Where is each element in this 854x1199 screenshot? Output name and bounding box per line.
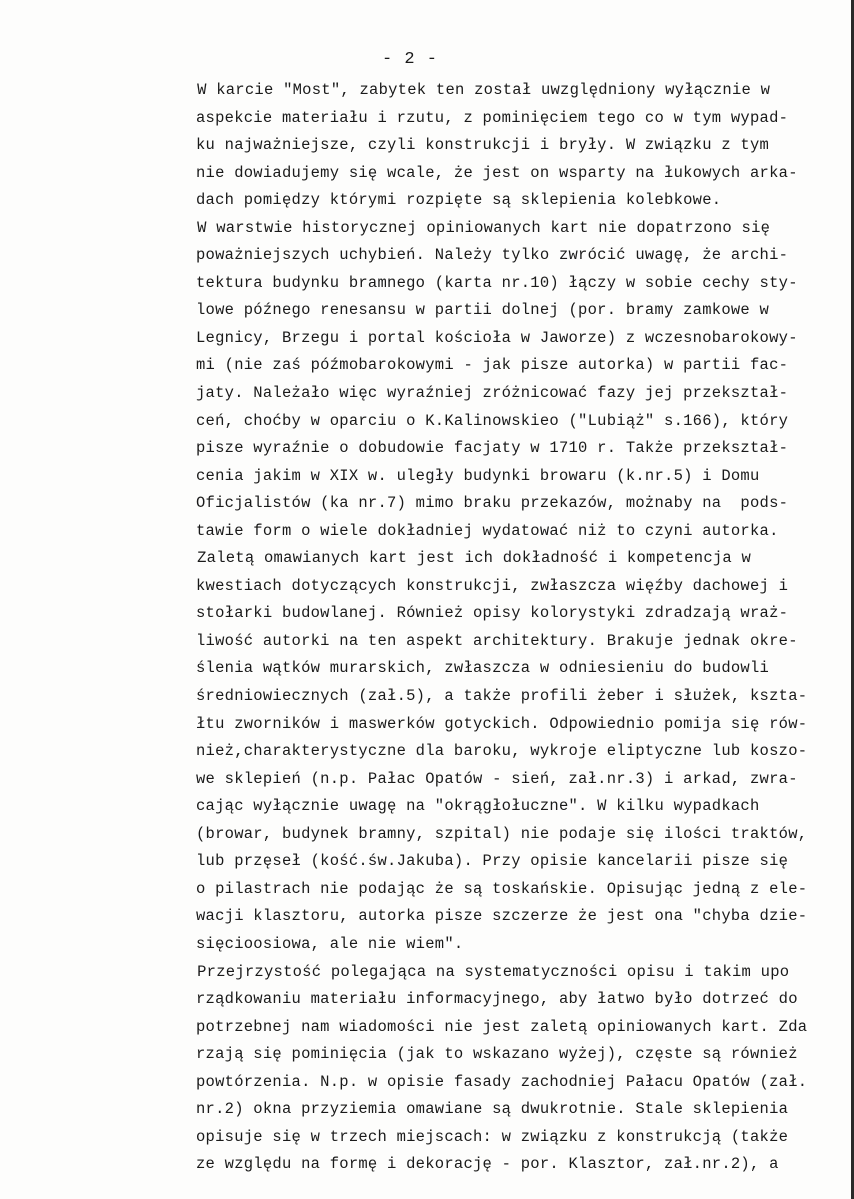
text-line: lowe późnego renesansu w partii dolnej (por. bramy zamkowe w [196, 301, 770, 320]
text-line: poważniejszych uchybień. Należy tylko zwrócić uwagę, że archi- [196, 246, 789, 265]
page-number: - 2 - [381, 50, 438, 69]
text-line: mi (nie zaś późmobarokowymi - jak pisze autorka) w partii fac- [196, 356, 789, 375]
text-line: tektura budynku bramnego (karta nr.10) łączy w sobie cechy sty- [196, 273, 798, 292]
text-line: kwestiach dotyczących konstrukcji, zwłaszcza więźby dachowej i [196, 576, 789, 595]
text-line: wacji klasztoru, autorka pisze szczerze że jest ona "chyba dzie- [196, 907, 808, 926]
text-line: nr.2) okna przyziemia omawiane są dwukrotnie. Stale sklepienia [196, 1100, 789, 1119]
text-line: we sklepień (n.p. Pałac Opatów - sień, zał.nr.3) i arkad, zwra- [196, 769, 798, 788]
text-line: rzają się pominięcia (jak to wskazano wyżej), częste są również [196, 1045, 798, 1064]
text-line: W karcie "Most", zabytek ten został uwzględniony wyłącznie w [178, 81, 771, 99]
text-line: opisuje się w trzech miejscach: w związku z konstrukcją (także [196, 1127, 789, 1146]
text-line: o pilastrach nie podając że są toskańskie. Opisując jedną z ele- [196, 879, 808, 898]
text-line: dach pomiędzy którymi rozpięte są sklepienia kolebkowe. [196, 191, 722, 210]
text-line: Zaletą omawianych kart jest ich dokładność i kompetencja w [178, 549, 752, 568]
text-line: liwość autorki na ten aspekt architektury. Brakuje jednak okre- [196, 631, 798, 650]
text-line: jaty. Należało więc wyraźniej zróżnicować fazy jej przekształ- [196, 384, 789, 403]
text-line: ślenia wątków murarskich, zwłaszcza w odniesieniu do budowli [196, 659, 770, 678]
text-line: rządkowaniu materiału informacyjnego, aby łatwo było dotrzeć do [196, 990, 798, 1009]
text-line: stołarki budowlanej. Również opisy kolorystyki zdradzają wraż- [196, 604, 789, 623]
text-line: (browar, budynek bramny, szpital) nie podaje się ilości traktów, [196, 824, 808, 843]
text-line: Oficjalistów (ka nr.7) mimo braku przekazów, możnaby na pods- [196, 494, 789, 513]
text-line: aspekcie materiału i rzutu, z pominięciem tego co w tym wypad- [196, 108, 789, 127]
text-line: nież,charakterystyczne dla baroku, wykroje eliptyczne lub koszo- [196, 742, 808, 761]
text-line: Przejrzystość polegająca na systematyczności opisu i takim upo [178, 962, 790, 981]
text-line: tawie form o wiele dokładniej wydatować niż to czyni autorka. [196, 521, 779, 540]
text-line: ceń, choćby w oparciu o K.Kalinowskieo ("Lubiąż" s.166), który [196, 411, 789, 430]
text-line: Legnicy, Brzegu i portal kościoła w Jaworze) z wczesnobarokowy- [196, 328, 798, 347]
text-line: średniowiecznych (zał.5), a także profili żeber i służek, kszta- [196, 687, 808, 706]
text-line: powtórzenia. N.p. w opisie fasady zachodniej Pałacu Opatów (zał. [196, 1072, 808, 1091]
text-line: lub przęseł (kość.św.Jakuba). Przy opisie kancelarii pisze się [196, 852, 789, 871]
text-line: ku najważniejsze, czyli konstrukcji i bryły. W związku z tym [196, 136, 770, 155]
text-line: sięcioosiowa, ale nie wiem". [196, 934, 464, 953]
text-line: W warstwie historycznej opiniowanych kart nie dopatrzono się [178, 218, 771, 237]
body-text [178, 77, 836, 1179]
text-line: cając wyłącznie uwagę na "okrągłołuczne". W kilku wypadkach [196, 797, 760, 816]
text-line: potrzebnej nam wiadomości nie jest zaletą opiniowanych kart. Zda [196, 1017, 808, 1036]
text-line: ze względu na formę i dekorację - por. Klasztor, zał.nr.2), a [196, 1155, 779, 1174]
text-line: nie dowiadujemy się wcale, że jest on wsparty na łukowych arka- [196, 163, 798, 182]
text-line: łtu zworników i maswerków gotyckich. Odpowiednio pomija się rów- [196, 714, 808, 733]
text-line: pisze wyraźnie o dobudowie facjaty w 1710 r. Także przekształ- [196, 439, 789, 458]
text-line: cenia jakim w XIX w. uległy budynki browaru (k.nr.5) i Domu [196, 466, 760, 485]
